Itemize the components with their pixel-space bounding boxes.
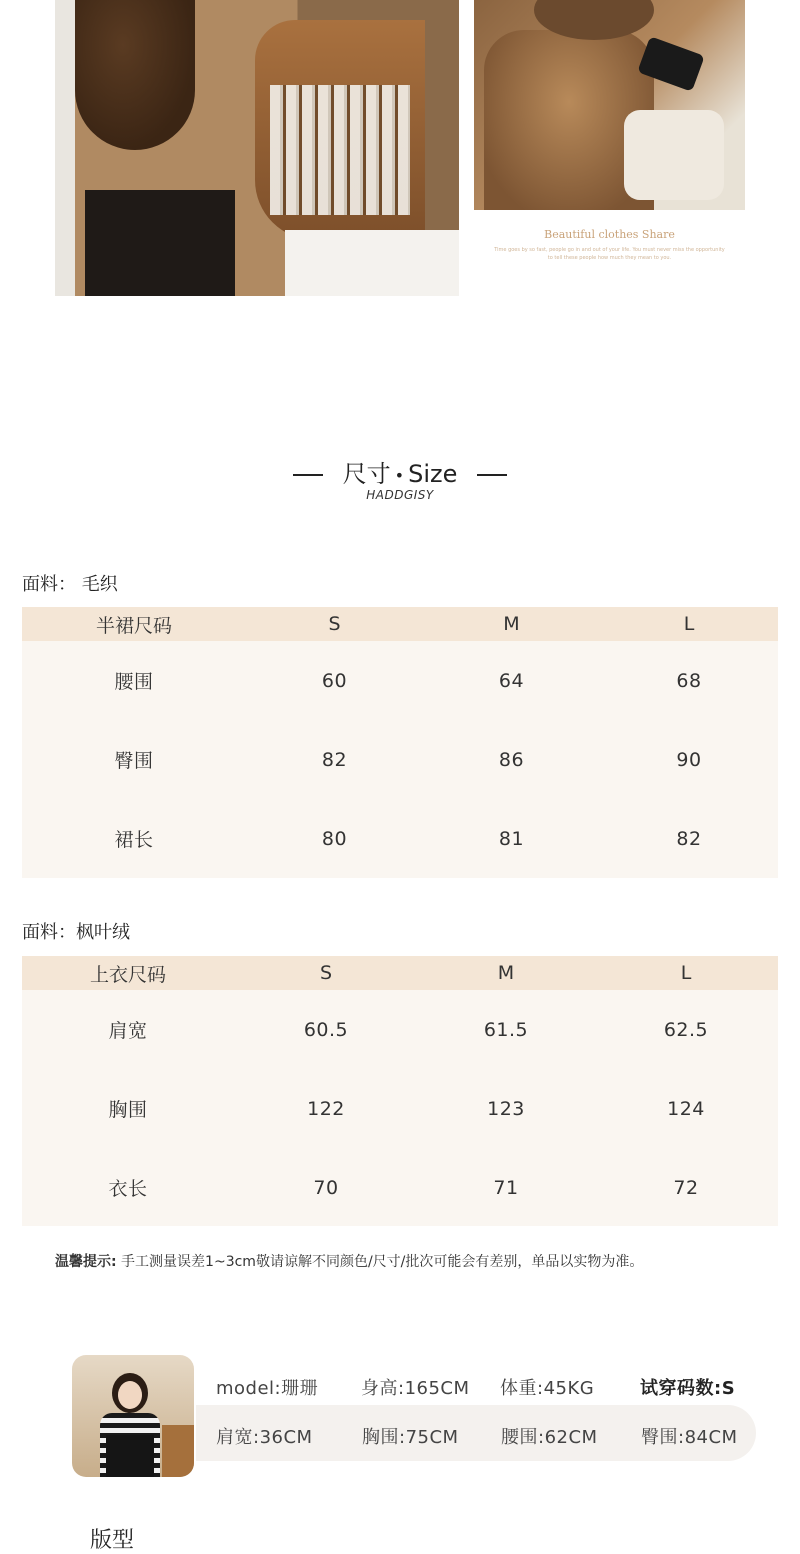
- table-cell: 64: [498, 669, 525, 692]
- table-cell: 82: [676, 827, 702, 850]
- header-cell: S: [319, 962, 333, 984]
- table-row: [22, 1069, 778, 1148]
- table-header-row: [22, 607, 778, 641]
- model-size: 试穿码数:S: [640, 1378, 736, 1399]
- table-cell: 81: [498, 827, 525, 850]
- table-row: [22, 720, 778, 799]
- header-cell: M: [497, 962, 515, 984]
- title-cn: 尺寸: [342, 460, 391, 488]
- model-skirt: [85, 190, 235, 296]
- table-row: [22, 990, 778, 1069]
- model-waist: 腰围:62CM: [501, 1427, 598, 1448]
- table-header-row: [22, 956, 778, 990]
- table-cell: 71: [493, 1176, 519, 1199]
- table-cell: 62.5: [663, 1018, 709, 1041]
- table-cell: 肩宽: [108, 1020, 148, 1042]
- table-cell: 61.5: [483, 1018, 529, 1041]
- model-hair: [75, 0, 195, 150]
- table-cell: 胸围: [108, 1099, 148, 1121]
- table-cell: 臀围: [114, 750, 154, 772]
- section-title: [0, 454, 800, 489]
- table-cell: 60: [321, 669, 348, 692]
- floor: [285, 230, 459, 296]
- table-cell: 70: [313, 1176, 339, 1199]
- title-dash-left: [293, 474, 323, 476]
- top-fabric-label: 面料：枫叶绒: [22, 922, 130, 943]
- table-cell: 90: [676, 748, 702, 771]
- title-en: Size: [408, 460, 458, 488]
- next-section-title: 版型: [90, 1528, 135, 1553]
- model-overall: [106, 1435, 154, 1477]
- table-cell: 72: [673, 1176, 699, 1199]
- header-cell: L: [683, 613, 695, 635]
- table-cell: 122: [307, 1097, 345, 1120]
- model-weight: 体重:45KG: [500, 1378, 595, 1399]
- product-photo-left: [55, 0, 459, 296]
- table-cell: 124: [667, 1097, 705, 1120]
- table-cell: 86: [498, 748, 525, 771]
- skirt-size-table: [22, 607, 778, 878]
- share-subtitle: Time goes by so fast, people go in and out of your life. You must never miss the opportunity to tell these people how much they mean to you.: [494, 247, 725, 261]
- product-photo-right: [474, 0, 745, 210]
- table-row: [22, 1148, 778, 1227]
- header-cell: 半裙尺码: [95, 614, 172, 637]
- table-cell: 裙长: [114, 829, 154, 851]
- photo-background-object: [162, 1425, 194, 1477]
- model-face: [118, 1381, 142, 1409]
- model-photo: [72, 1355, 194, 1477]
- measurement-note: [55, 1251, 775, 1271]
- header-cell: S: [328, 613, 341, 635]
- header-cell: L: [680, 962, 692, 984]
- model-chest: 胸围:75CM: [362, 1427, 459, 1448]
- table-cell: 68: [676, 669, 702, 692]
- table-cell: 123: [487, 1097, 525, 1120]
- table-cell: 衣长: [108, 1178, 148, 1200]
- title-dash-right: [477, 474, 507, 476]
- header-cell: 上衣尺码: [89, 963, 166, 986]
- table-cell: 80: [321, 827, 348, 850]
- model-height: 身高:165CM: [361, 1378, 470, 1399]
- note-text: 手工测量误差1~3cm敬请谅解不同颜色/尺寸/批次可能会有差别，单品以实物为准。: [116, 1254, 644, 1270]
- title-dot: •: [394, 465, 405, 485]
- brand-name: HADDGISY: [366, 488, 434, 502]
- table-cell: 82: [321, 748, 348, 771]
- note-label: 温馨提示:: [55, 1254, 117, 1270]
- share-title: Beautiful clothes Share: [544, 228, 675, 241]
- skirt-fabric-label: 面料： 毛织: [22, 574, 118, 595]
- top-size-table: [22, 956, 778, 1226]
- table-cell: 腰围: [114, 671, 154, 693]
- table-row: [22, 799, 778, 878]
- model-name: model:珊珊: [216, 1378, 319, 1399]
- table-row: [22, 641, 778, 720]
- model-hip: 臀围:84CM: [641, 1427, 738, 1448]
- table-cell: 60.5: [303, 1018, 349, 1041]
- books: [270, 85, 410, 215]
- cushion: [624, 110, 724, 200]
- header-cell: M: [503, 613, 520, 635]
- model-shoulder: 肩宽:36CM: [216, 1427, 313, 1448]
